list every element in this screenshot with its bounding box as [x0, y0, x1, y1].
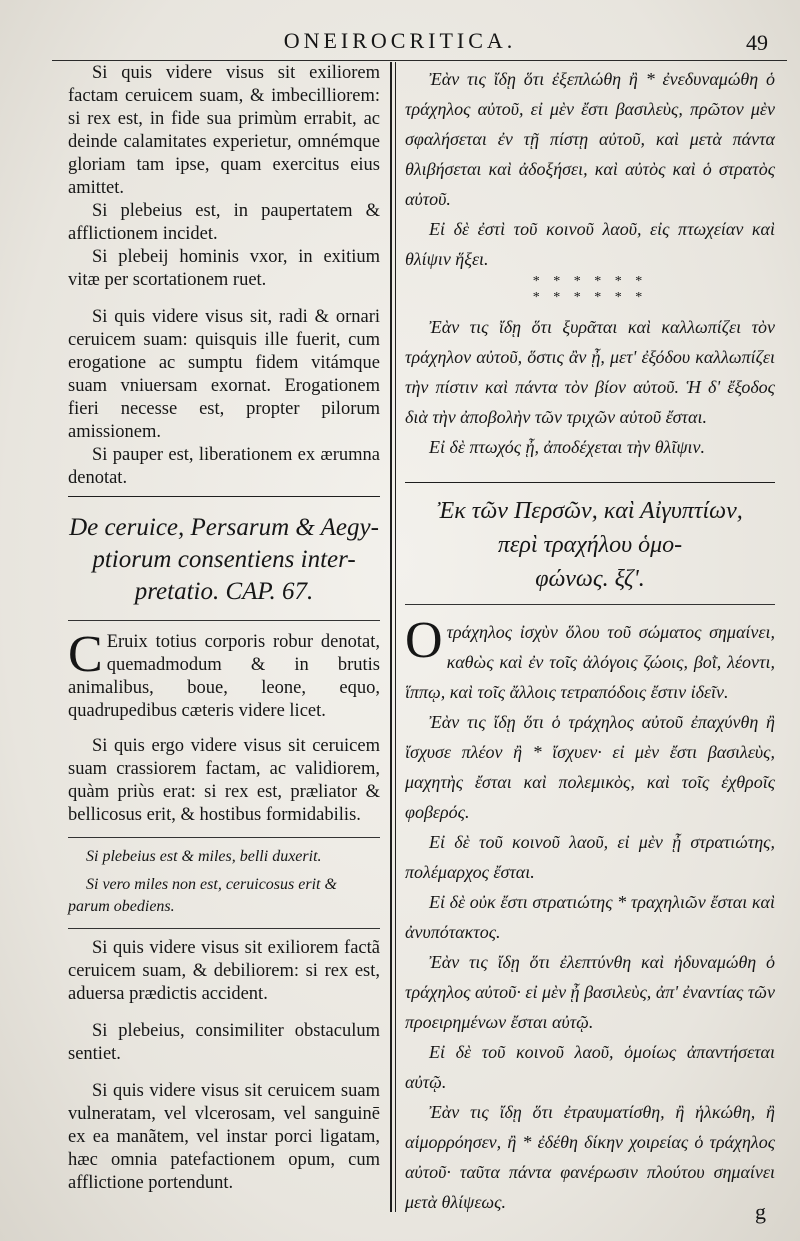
left-column-top	[68, 62, 380, 490]
latin-paragraph: Si quis videre visus sit, radi & ornari ceruicem suam: quisquis ille fuerit, cum erogatione ac sumptu fidem vitámque suam vniuersam exornat. Erogationem fieri necesse est, propter pilorum amissionem.	[68, 307, 380, 442]
lacuna-stars: * * * * * *	[532, 274, 648, 289]
chapter-heading: De ceruice, Persarum & Aegy-	[69, 514, 379, 541]
top-rule	[52, 60, 787, 61]
latin-paragraph: Si quis videre visus sit exiliorem factã ceruicem suam, & debiliorem: si rex est, aduersa prædictis accident.	[68, 938, 380, 1004]
greek-paragraph: Εἰ δὲ τοῦ κοινοῦ λαοῦ, εἰ μὲν ᾖ στρατιώτης, πολέμαρχος ἔσται.	[405, 832, 775, 882]
left-column-section	[68, 512, 380, 1195]
latin-paragraph: Si plebeij hominis vxor, in exitium vitæ per scortationem ruet.	[68, 247, 380, 290]
note-rule	[68, 928, 380, 929]
chapter-heading-greek: περὶ τραχήλου ὁμο-	[497, 532, 683, 558]
greek-paragraph: Ἐὰν τις ἴδῃ ὅτι ἐλεπτύνθη καὶ ἠδυναμώθη ὁ τράχηλος αὐτοῦ· εἰ μὲν ᾖ βασιλεὺς, ἀπ' ἐναντίας τῶν προειρημένων ἔσται αὐτῷ.	[405, 952, 775, 1032]
dropcap: C	[68, 626, 103, 683]
greek-paragraph: Ἐὰν τις ἴδῃ ὅτι ξυρᾶται καὶ καλλωπίζει τὸν τράχηλον αὐτοῦ, ὅστις ἂν ᾖ, μετ' ἐξόδου καλλωπίζει τὴν πίστιν καὶ πάντα τὸν βίον αὐτοῦ. Ἡ δ' ἔξοδος διὰ τὴν ἀποβολὴν τῶν τριχῶν αὐτοῦ ἔσται.	[405, 317, 775, 427]
greek-paragraph: Εἰ δὲ οὐκ ἔστι στρατιώτης * τραχηλιῶν ἔσται καὶ ἀνυπότακτος.	[405, 892, 775, 942]
section-rule	[405, 482, 775, 483]
right-column-top	[405, 64, 775, 462]
latin-paragraph: Si plebeius est, in paupertatem & afflictionem incidet.	[68, 201, 380, 244]
latin-paragraph-lead: C Eruix totius corporis robur denotat, quemadmodum & in brutis animalibus, boue, leone, equo, quadrupedibus cæteris videre licet.	[68, 626, 380, 721]
lacuna-stars: * * * * * *	[532, 290, 648, 305]
note-rule	[68, 837, 380, 838]
latin-paragraph: Si quis videre visus sit ceruicem suam vulneratam, vel vlcerosam, vel sanguinē ex ea manãtem, vel instar porci ligatam, hæc omnia patefactionem opum, cum afflictione portendunt.	[68, 1081, 380, 1193]
latin-paragraph: Si quis ergo videre visus sit ceruicem suam crassiorem factam, ac validiorem, quàm priùs erat: si rex est, præliator & bellicosus erit, & hostibus formidabilis.	[68, 736, 380, 825]
running-head: ONEIROCRITICA.	[283, 28, 517, 53]
heading-rule	[405, 596, 775, 605]
greek-paragraph: Εἰ δὲ ἐστὶ τοῦ κοινοῦ λαοῦ, εἰς πτωχείαν καὶ θλίψιν ἥξει.	[405, 219, 775, 269]
greek-paragraph: Εἰ δὲ τοῦ κοινοῦ λαοῦ, ὁμοίως ἀπαντήσεται αὐτῷ.	[405, 1042, 775, 1092]
latin-note: Si plebeius est & miles, belli duxerit.	[86, 848, 322, 865]
chapter-heading-greek: φώνως. ξζ'.	[535, 566, 645, 592]
latin-paragraph: Si plebeius, consimiliter obstaculum sentiet.	[68, 1021, 380, 1064]
signature-mark: g	[755, 1199, 766, 1224]
greek-paragraph: Ἐὰν τις ἴδῃ ὅτι ἐτραυματίσθη, ἢ ἡλκώθη, ἢ αἱμορρόησεν, ἢ * ἐδέθη δίκην χοιρείας ὁ τράχηλος αὐτοῦ· ταῦτα πάντα φανέρωσιν πλούτου σημαίνει μετὰ θλίψεως.	[405, 1102, 775, 1212]
latin-note: Si vero miles non est, ceruicosus erit & parum obediens.	[68, 876, 337, 915]
dropcap: Ο	[405, 612, 443, 669]
greek-paragraph: Ἐὰν τις ἴδῃ ὅτι ἐξεπλώθη ἢ * ἐνεδυναμώθη ὁ τράχηλος αὐτοῦ, εἰ μὲν ἔστι βασιλεὺς, πρῶτον μὲν σφαλήσεται ἐν τῇ πίστῃ αὐτοῦ, καὶ μετὰ πάντα θλιβήσεται καὶ ἀδοξήσει, καὶ αὐτὸς καὶ ὁ στρατὸς αὐτοῦ.	[405, 69, 775, 209]
chapter-heading-greek: Ἐκ τῶν Περσῶν, καὶ Αἰγυπτίων,	[437, 498, 743, 524]
section-rule	[68, 496, 380, 497]
latin-paragraph: Si pauper est, liberationem ex ærumna denotat.	[68, 445, 380, 488]
greek-paragraph-lead: Οτράχηλος ἰσχὺν ὅλου τοῦ σώματος σημαίνει, καθὼς καὶ ἐν τοῖς ἀλόγοις ζώοις, βοῒ, λέοντι, ἵππῳ, καὶ τοῖς ἄλλοις τετραπόδοις ἔστιν ἰδεῖν.	[405, 612, 775, 702]
chapter-heading: pretatio. CAP. 67.	[134, 578, 314, 605]
column-divider-inner	[395, 62, 396, 1212]
heading-rule	[68, 608, 380, 621]
chapter-heading: ptiorum consentiens inter-	[92, 546, 356, 573]
greek-paragraph: Ἐὰν τις ἴδῃ ὅτι ὁ τράχηλος αὐτοῦ ἐπαχύνθη ἢ ἴσχυσε πλέον ἢ * ἴσχυεν· εἰ μὲν ἔστι βασιλεὺς, μαχητὴς ἔσται καὶ πολεμικὸς, καὶ τοῖς ἐχθροῖς φοβερός.	[405, 712, 775, 822]
latin-paragraph: Si quis videre visus sit exiliorem factam ceruicem suam, & imbecilliorem: si rex est, in fide sua primùm errabit, ac deinde calamitates experietur, omnémque gloriam tam ipse, quam exercitus eius amittet.	[68, 63, 380, 198]
right-column-section	[405, 494, 775, 1217]
page-number: 49	[746, 30, 768, 55]
greek-paragraph: Εἰ δὲ πτωχός ᾖ, ἀποδέχεται τὴν θλῖψιν.	[429, 437, 706, 457]
column-divider	[390, 62, 392, 1212]
